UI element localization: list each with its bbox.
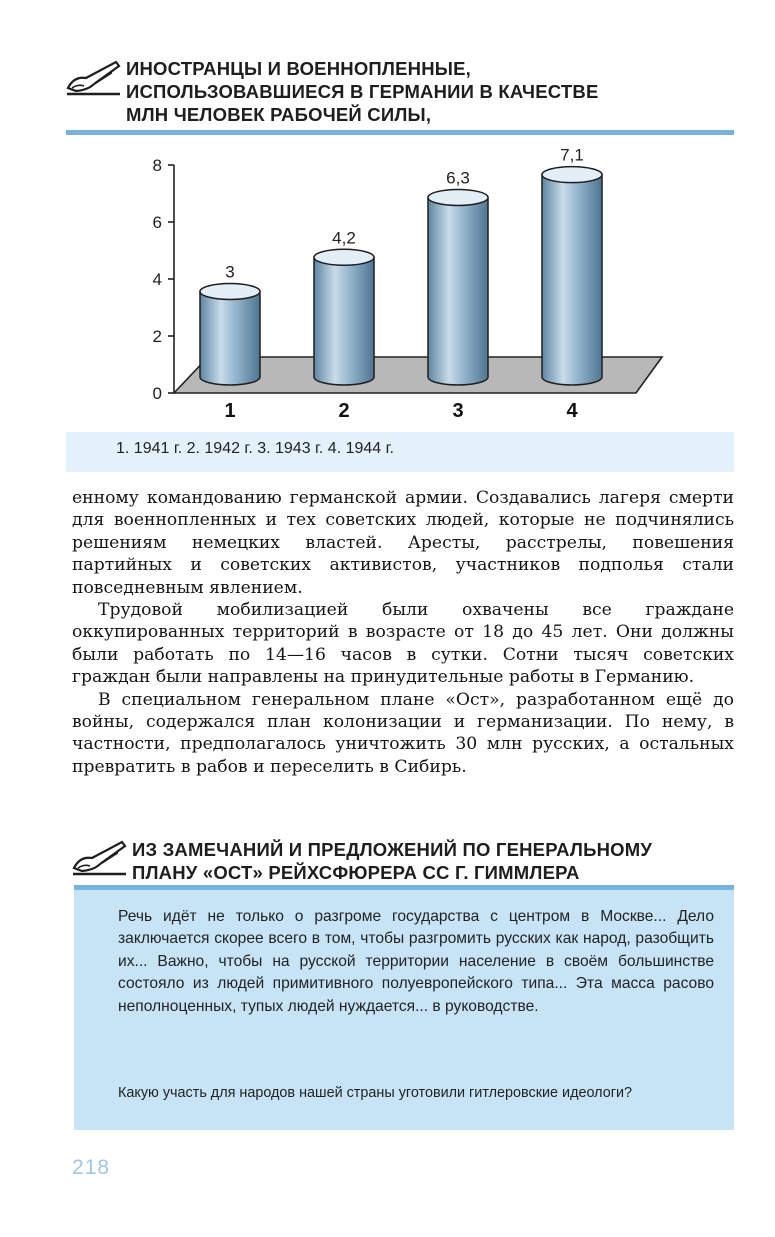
paragraph: Трудовой мобилизацией были охвачены все граждане оккупированных территорий в возрасте от 18 до 45 лет. Они должны были работать по 14—16 часов в сутки. Сотни тысяч советских граждан были направлены на принудительные работы в Германию. xyxy=(72,600,734,688)
chart-caption: 1. 1941 г. 2. 1942 г. 3. 1943 г. 4. 1944 г. xyxy=(116,440,394,457)
bar-top xyxy=(542,167,602,183)
document-heading xyxy=(132,838,652,884)
bar xyxy=(200,284,260,386)
paragraph: В специальном генеральном плане «Ост», разработанном ещё до войны, содержался план колонизации и германизации. По нему, в частности, предполагалось уничтожить 30 млн русских, а остальных превратить в рабов и переселить в Сибирь. xyxy=(72,689,734,777)
bar-top xyxy=(428,189,488,205)
heading-line: ИЗ ЗАМЕЧАНИЙ И ПРЕДЛОЖЕНИЙ ПО ГЕНЕРАЛЬНОМУ xyxy=(132,839,653,860)
heading-line: ПЛАНУ «ОСТ» РЕЙХСФЮРЕРА СС Г. ГИММЛЕРА xyxy=(132,862,580,883)
bar-body xyxy=(314,257,374,385)
quote-text: Речь идёт не только о разгроме государства с центром в Москве... Дело заключается скорее всего в том, чтобы разгромить русских как народ, разобщить их... Важно, чтобы на русской территории население в своём большинстве состояло из людей примитивного полуевропейского типа... Эта масса расово неполноценных, тупых людей нуждается... в руководстве. xyxy=(118,908,714,1015)
bar-body xyxy=(542,175,602,385)
chart-caption-band xyxy=(66,432,734,472)
bar-top xyxy=(200,284,260,300)
y-tick-label: 2 xyxy=(152,327,162,346)
category-label: 3 xyxy=(452,400,464,422)
bar-chart xyxy=(130,145,690,430)
category-label: 1 xyxy=(224,400,236,422)
heading-line: МЛН ЧЕЛОВЕК РАБОЧЕЙ СИЛЫ, xyxy=(126,104,432,125)
bar-value-label: 7,1 xyxy=(560,145,584,165)
pen-hand-icon xyxy=(70,838,128,878)
heading-rule xyxy=(66,130,734,135)
question-text: Какую участь для народов нашей страны уготовили гитлеровские идеологи? xyxy=(118,1085,633,1101)
y-tick-label: 4 xyxy=(152,270,162,289)
bar xyxy=(314,249,374,385)
bar-value-label: 4,2 xyxy=(332,228,356,248)
heading-line: ИСПОЛЬЗОВАВШИЕСЯ В ГЕРМАНИИ В КАЧЕСТВЕ xyxy=(126,81,599,102)
bar xyxy=(542,167,602,385)
bar-top xyxy=(314,249,374,265)
bar xyxy=(428,189,488,385)
bar-value-label: 6,3 xyxy=(446,168,470,188)
section-heading xyxy=(126,57,599,126)
body-text xyxy=(72,487,734,778)
y-tick-label: 8 xyxy=(152,156,162,175)
bar-body xyxy=(200,292,260,386)
bar-value-label: 3 xyxy=(225,262,235,282)
bar-body xyxy=(428,197,488,385)
page-number: 218 xyxy=(72,1156,111,1179)
document-quote-box xyxy=(74,890,734,1130)
y-axis xyxy=(153,156,174,403)
heading-line: ИНОСТРАНЦЫ И ВОЕННОПЛЕННЫЕ, xyxy=(126,58,471,79)
chart-bars xyxy=(200,167,602,385)
pen-hand-icon xyxy=(64,58,122,98)
y-tick-label: 0 xyxy=(152,384,162,403)
paragraph: енному командованию германской армии. Создавались лагеря смерти для военнопленных и тех советских людей, которые не подчинялись решениям немецких властей. Аресты, расстрелы, повешения партийных и советских активистов, участников подполья стали повседневным явлением. xyxy=(72,488,734,598)
y-tick-label: 6 xyxy=(152,213,162,232)
category-label: 4 xyxy=(566,400,578,422)
category-label: 2 xyxy=(338,400,350,422)
